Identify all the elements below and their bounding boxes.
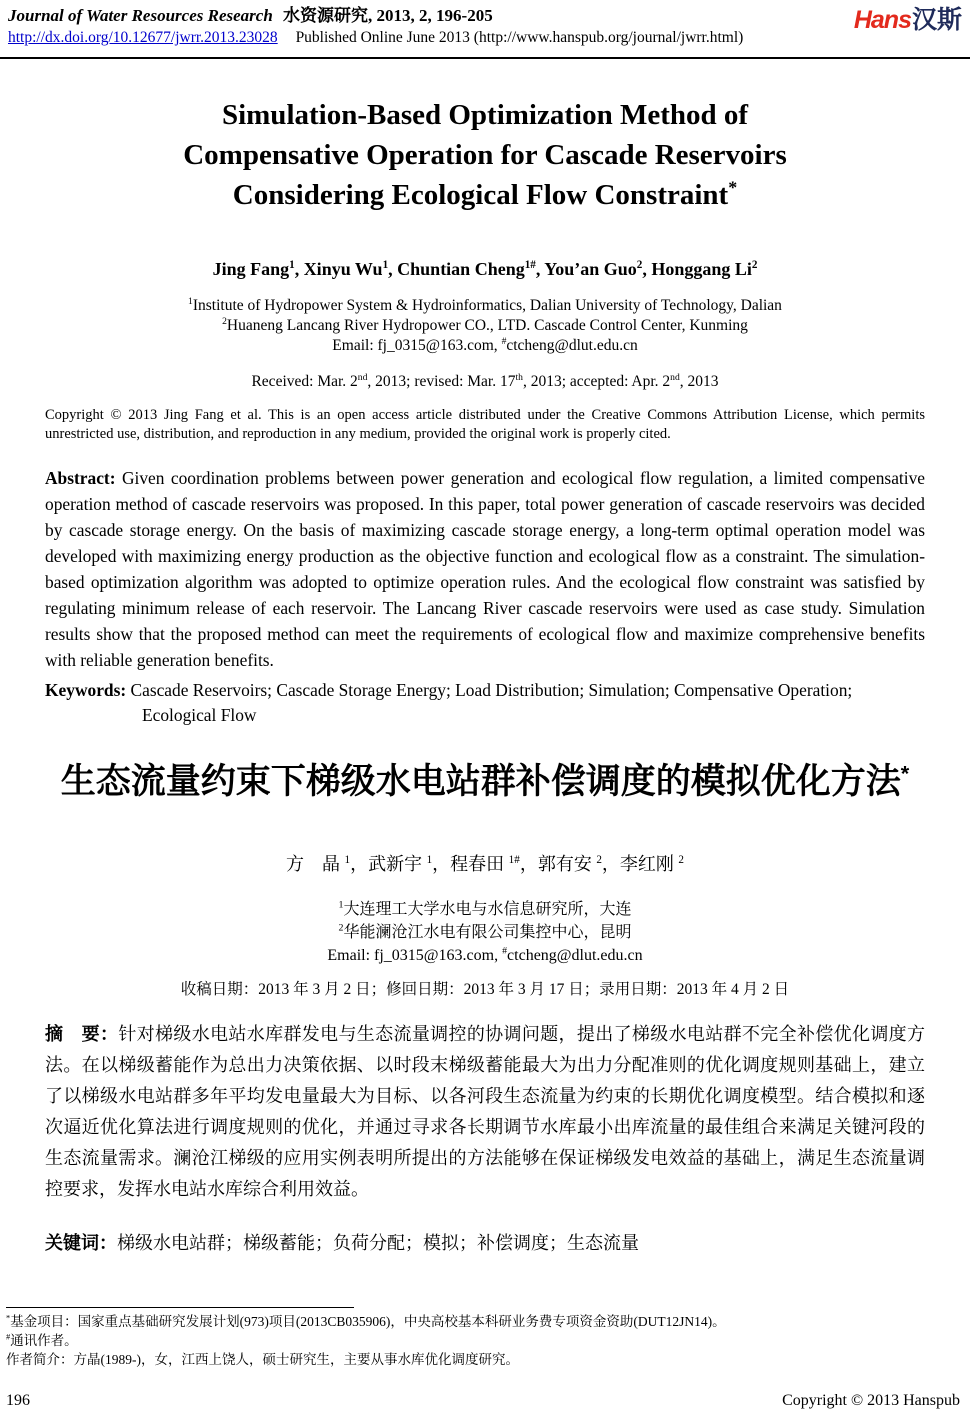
title-asterisk: *: [728, 177, 738, 198]
footnote-author-bio: 作者简介：方晶(1989-)，女，江西上饶人，硕士研究生，主要从事水库优化调度研究。: [6, 1352, 519, 1367]
affiliation-1-cn: $^1$大连理工大学水电与水信息研究所，大连: [338, 899, 632, 918]
author: Jing Fang: [212, 259, 290, 279]
journal-header: [0, 0, 970, 59]
authors-en: Jing Fang$^1$, Xinyu Wu$^1$, Chuntian Cheng$^{1\#}$, You’an Guo$^2$, Honggang Li$^2$: [212, 259, 758, 279]
title-line-1: Simulation-Based Optimization Method of: [221, 99, 749, 131]
author: , You’an Guo: [535, 259, 637, 279]
affiliation-1-en: $^1$Institute of Hydropower System & Hydroinformatics, Dalian University of Technology, Dalian: [188, 295, 782, 314]
journal-title-en: Journal of Water Resources Research: [8, 6, 273, 25]
keywords-cn-text: 梯级水电站群；梯级蓄能；负荷分配；模拟；补偿调度；生态流量: [117, 1233, 639, 1253]
footnotes: [6, 1307, 958, 1369]
footnote-divider: [6, 1307, 354, 1308]
doi-line: [8, 28, 743, 48]
journal-title-line: [8, 5, 743, 26]
abstract-cn-text: 针对梯级水电站水库群发电与生态流量调控的协调问题，提出了梯级水电站群不完全补偿优化调度方法。在以梯级蓄能作为总出力决策依据、以时段末梯级蓄能最大为出力分配准则的优化调度规则基础上，建立了以梯级水电站群多年平均发电量最大为目标、以各河段生态流量为约束的长期优化调度模型。结合模拟和逐次逼近优化算法进行调度规则的优化，并通过寻求各长期调节水库最小出库流量的最佳组合来满足关键河段的生态流量需求。澜沧江梯级的应用实例表明所提出的方法能够在保证梯级发电效益的基础上，满足生态流量调控要求，发挥水电站水库综合利用效益。: [45, 1024, 926, 1199]
author: , Chuntian Cheng: [388, 259, 525, 279]
authors-cn: 方 晶 $^1$，武新宇 $^1$，程春田 $^{1\#}$，郭有安 $^2$，李红刚 $^2$: [286, 854, 684, 874]
doi-link[interactable]: http://dx.doi.org/10.12677/jwrr.2013.23028: [8, 29, 278, 46]
article-title-cn: 生态流量约束下梯级水电站群补偿调度的模拟优化方法*: [60, 760, 910, 801]
author: , Honggang Li: [642, 259, 752, 279]
copyright-notice: Copyright © 2013 Jing Fang et al. This is an open access article distributed under the Creative Commons Attribution License, which permits unrestricted use, distribution, and reproduction in any medium, provided the original work is properly cited.: [45, 407, 925, 442]
dates-cn: 收稿日期：2013 年 3 月 2 日；修回日期：2013 年 3 月 17 日；录用日期：2013 年 4 月 2 日: [180, 981, 790, 998]
page-number: 196: [6, 1392, 30, 1409]
affiliations-cn: [45, 898, 925, 967]
journal-title-cn: 水资源研究, 2013, 2, 196-205: [283, 6, 493, 25]
hanspub-logo: [854, 5, 962, 33]
logo-hanspub-cn-text: 汉斯: [911, 6, 962, 34]
keywords-label: Keywords:: [45, 680, 127, 700]
dates-en: Received: Mar. 2nd, 2013; revised: Mar. 17th, 2013; accepted: Apr. 2nd, 2013: [251, 371, 719, 390]
title-line-2: Compensative Operation for Cascade Reservoirs: [183, 139, 787, 171]
title-cn-asterisk: *: [900, 760, 910, 786]
abstract-text: Given coordination problems between power generation and ecological flow regulation, a limited compensative operation method of cascade reservoirs was proposed. In this paper, total power generation of cascade reservoirs was decided by cascade storage energy. On the basis of maximizing cascade storage energy, a long-term optimal operation model was developed with maximizing energy production as the objective function and ecological flow as a constraint. The simulation-based optimization algorithm was adopted to optimize operation rules. And the ecological flow constraint was satisfied by regulating minimum release of each reservoir. The Lancang River cascade reservoirs were used as case study. Simulation results show that the proposed method can meet the requirements of ecological flow and maximize comprehensive benefits with reliable generation benefits.: [45, 468, 925, 670]
title-line-3: Considering Ecological Flow Constraint*: [232, 177, 738, 211]
footer-copyright: Copyright © 2013 Hanspub: [782, 1392, 960, 1409]
page-footer: [6, 1392, 960, 1410]
email-line: Email: fj_0315@163.com, #ctcheng@dlut.edu.cn: [332, 335, 638, 354]
affiliation-2-en: $^2$Huaneng Lancang River Hydropower CO., LTD. Cascade Control Center, Kunming: [222, 315, 748, 334]
author: ，郭有安: [519, 854, 597, 874]
keywords-en: [45, 678, 925, 728]
published-online-text: Published Online June 2013 (http://www.hanspub.org/journal/jwrr.html): [295, 29, 744, 46]
author: ，武新宇: [350, 854, 427, 874]
abstract-cn-label: 摘 要：: [45, 1024, 119, 1044]
affiliations-en: [45, 296, 925, 356]
keywords-cn: [45, 1231, 925, 1256]
email-line-cn: Email: fj_0315@163.com, #ctcheng@dlut.edu.cn: [327, 945, 643, 964]
author: , Xinyu Wu: [294, 259, 383, 279]
abstract-cn: [45, 1019, 925, 1205]
journal-info: [8, 5, 743, 48]
author: ，程春田: [432, 854, 509, 874]
keywords-text: Cascade Reservoirs; Cascade Storage Energy; Load Distribution; Simulation; Compensative Operation; Ecological Flow: [126, 680, 853, 725]
author: 方 晶: [286, 854, 345, 874]
article-body: [0, 95, 970, 1256]
author: ，李红刚: [601, 854, 679, 874]
abstract-label: Abstract:: [45, 468, 116, 488]
footnote-funding: *基金项目：国家重点基础研究发展计划(973)项目(2013CB035906)，中央高校基本科研业务费专项资金资助(DUT12JN14)。: [6, 1313, 726, 1329]
article-title-en: [45, 95, 925, 215]
abstract-en: [45, 465, 925, 673]
affiliation-2-cn: $^2$华能澜沧江水电有限公司集控中心，昆明: [338, 922, 632, 941]
keywords-cn-label: 关键词：: [45, 1233, 117, 1253]
logo-hans-text: Hans: [853, 6, 911, 34]
footnote-corresponding-author: #通讯作者。: [6, 1332, 78, 1348]
